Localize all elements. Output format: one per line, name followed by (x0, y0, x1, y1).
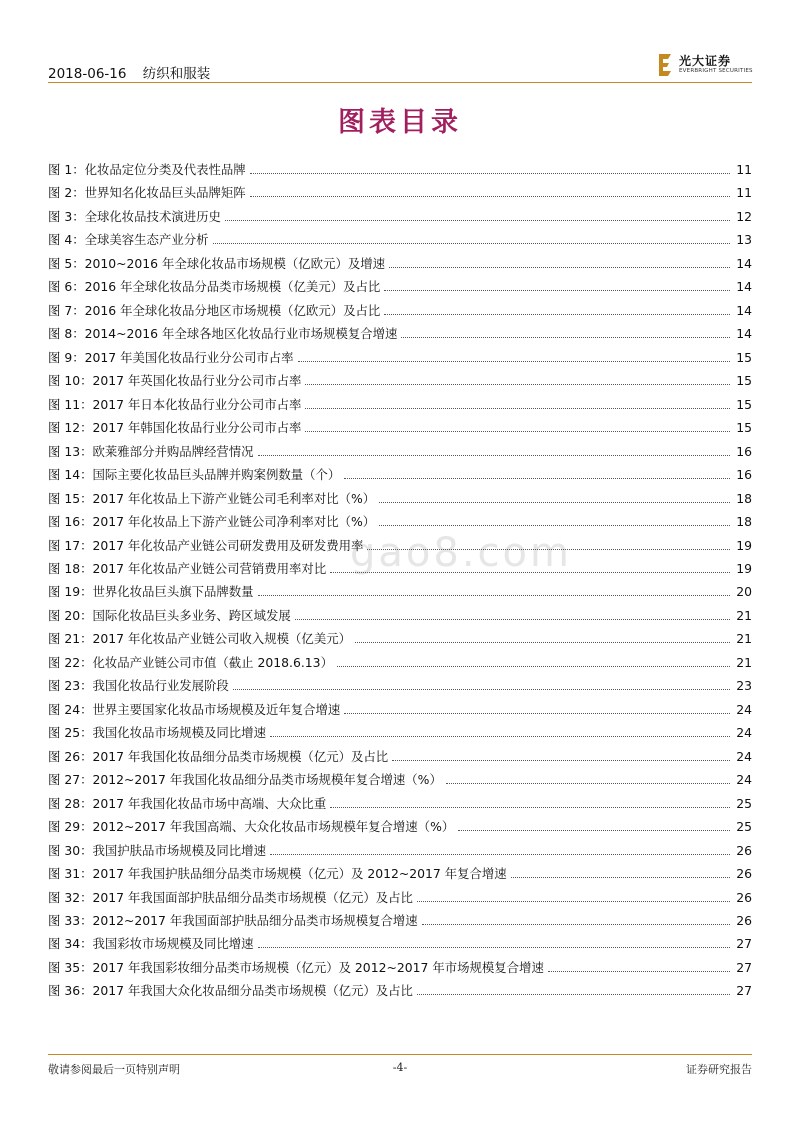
dot-leader (458, 830, 730, 831)
toc-entry[interactable] (48, 347, 752, 370)
toc-entry-label: 图 32：2017 年我国面部护肤品细分品类市场规模（亿元）及占比 (48, 889, 413, 905)
dot-leader (258, 947, 730, 948)
dot-leader (379, 525, 730, 526)
toc-entry[interactable] (48, 816, 752, 839)
toc-entry[interactable] (48, 957, 752, 980)
toc-entry[interactable] (48, 159, 752, 182)
toc-entry[interactable] (48, 558, 752, 581)
dot-leader (233, 689, 730, 690)
toc-entry[interactable] (48, 887, 752, 910)
toc-entry-page: 21 (736, 607, 752, 623)
toc-entry-label: 图 29：2012~2017 年我国高端、大众化妆品市场规模年复合增速（%） (48, 819, 455, 835)
toc-entry-page: 12 (736, 208, 752, 224)
toc-entry-page: 18 (736, 490, 752, 506)
toc-entry[interactable] (48, 793, 752, 816)
page-header (48, 56, 752, 82)
toc-entry[interactable] (48, 675, 752, 698)
toc-entry-label: 图 36：2017 年我国大众化妆品细分品类市场规模（亿元）及占比 (48, 983, 413, 999)
dot-leader (384, 314, 730, 315)
toc-entry[interactable] (48, 581, 752, 604)
toc-entry-label: 图 18：2017 年化妆品产业链公司营销费用率对比 (48, 560, 327, 576)
toc-entry-page: 14 (736, 255, 752, 271)
toc-entry-page: 23 (736, 678, 752, 694)
toc-entry-label: 图 6：2016 年全球化妆品分品类市场规模（亿美元）及占比 (48, 279, 381, 295)
dot-leader (417, 901, 730, 902)
report-date: 2018-06-16 (48, 66, 127, 82)
toc-entry-page: 24 (736, 748, 752, 764)
toc-entry-label: 图 2：世界知名化妆品巨头品牌矩阵 (48, 185, 246, 201)
everbright-logo (657, 52, 752, 80)
toc-entry-label: 图 21：2017 年化妆品产业链公司收入规模（亿美元） (48, 631, 351, 647)
toc-entry[interactable] (48, 511, 752, 534)
header-meta (48, 62, 210, 82)
toc-entry[interactable] (48, 464, 752, 487)
dot-leader (401, 337, 730, 338)
toc-entry[interactable] (48, 652, 752, 675)
toc-entry[interactable] (48, 206, 752, 229)
logo-name-cn: 光大证券 (679, 54, 732, 68)
dot-leader (305, 431, 730, 432)
dot-leader (417, 994, 730, 995)
dot-leader (330, 807, 730, 808)
toc-entry-page: 14 (736, 279, 752, 295)
toc-entry-page: 11 (736, 162, 752, 177)
page-number: -4- (392, 1061, 408, 1074)
dot-leader (344, 713, 730, 714)
toc-entry[interactable] (48, 980, 752, 1003)
dot-leader (422, 924, 730, 925)
toc-entry-page: 19 (736, 537, 752, 553)
dot-leader (337, 666, 730, 667)
toc-entry[interactable] (48, 323, 752, 346)
toc-entry-label: 图 12：2017 年韩国化妆品行业分公司市占率 (48, 420, 302, 436)
dot-leader (270, 854, 730, 855)
toc-entry-label: 图 24：世界主要国家化妆品市场规模及近年复合增速 (48, 701, 341, 717)
logo-mark-icon (657, 52, 675, 78)
dot-leader (295, 619, 730, 620)
toc-entry-label: 图 27：2012~2017 年我国化妆品细分品类市场规模年复合增速（%） (48, 772, 442, 788)
toc-entry-page: 27 (736, 936, 752, 952)
logo-name-en: EVERBRIGHT SECURITIES (679, 68, 753, 74)
toc-entry-label: 图 28：2017 年我国化妆品市场中高端、大众比重 (48, 795, 327, 811)
toc-entry-label: 图 4：全球美容生态产业分析 (48, 232, 209, 248)
toc-entry-page: 25 (736, 795, 752, 811)
toc-entry-label: 图 19：世界化妆品巨头旗下品牌数量 (48, 584, 254, 600)
toc-entry-page: 27 (736, 959, 752, 975)
toc-entry[interactable] (48, 441, 752, 464)
dot-leader (258, 595, 730, 596)
toc-entry[interactable] (48, 722, 752, 745)
toc-entry-page: 14 (736, 302, 752, 318)
toc-entry[interactable] (48, 253, 752, 276)
toc-entry-label: 图 8：2014~2016 年全球各地区化妆品行业市场规模复合增速 (48, 326, 398, 342)
toc-entry-page: 18 (736, 514, 752, 530)
toc-entry-page: 26 (736, 866, 752, 882)
toc-entry-label: 图 10：2017 年英国化妆品行业分公司市占率 (48, 373, 302, 389)
footer-divider (48, 1054, 752, 1055)
toc-entry-label: 图 26：2017 年我国化妆品细分品类市场规模（亿元）及占比 (48, 748, 389, 764)
toc-entry-label: 图 20：国际化妆品巨头多业务、跨区域发展 (48, 607, 291, 623)
toc-entry-label: 图 16：2017 年化妆品上下游产业链公司净利率对比（%） (48, 514, 376, 530)
toc-entry-page: 26 (736, 889, 752, 905)
toc-entry[interactable] (48, 840, 752, 863)
toc-entry-label: 图 33：2012~2017 年我国面部护肤品细分品类市场规模复合增速 (48, 913, 418, 928)
dot-leader (392, 760, 730, 761)
dot-leader (548, 971, 730, 972)
toc-entry-label: 图 22：化妆品产业链公司市值（截止 2018.6.13） (48, 654, 333, 670)
toc-entry[interactable] (48, 394, 752, 417)
page-footer (48, 1061, 752, 1081)
toc-entry-page: 15 (736, 373, 752, 389)
dot-leader (379, 502, 730, 503)
dot-leader (389, 267, 730, 268)
toc-entry[interactable] (48, 628, 752, 651)
dot-leader (384, 290, 730, 291)
toc-entry-page: 24 (736, 772, 752, 788)
toc-entry[interactable] (48, 699, 752, 722)
dot-leader (250, 196, 730, 197)
toc-entry[interactable] (48, 910, 752, 933)
toc-entry[interactable] (48, 300, 752, 323)
dot-leader (367, 549, 730, 550)
header-divider (48, 82, 752, 83)
toc-entry-label: 图 35：2017 年我国彩妆细分品类市场规模（亿元）及 2012~2017 年市场规模复合增速 (48, 959, 544, 975)
toc-entry-label: 图 31：2017 年我国护肤品细分品类市场规模（亿元）及 2012~2017 年复合增速 (48, 866, 507, 882)
toc-entry-page: 21 (736, 631, 752, 647)
toc-entry[interactable] (48, 182, 752, 205)
toc-entry-page: 20 (736, 584, 752, 600)
toc-entry[interactable] (48, 863, 752, 886)
toc-entry-label: 图 3：全球化妆品技术演进历史 (48, 208, 221, 224)
toc-entry-label: 图 15：2017 年化妆品上下游产业链公司毛利率对比（%） (48, 490, 376, 506)
toc-entry-page: 15 (736, 349, 752, 365)
toc-entry-page: 19 (736, 560, 752, 576)
dot-leader (270, 736, 730, 737)
toc-entry[interactable] (48, 370, 752, 393)
toc-entry-label: 图 1：化妆品定位分类及代表性品牌 (48, 162, 246, 177)
toc-entry-label: 图 9：2017 年美国化妆品行业分公司市占率 (48, 349, 294, 365)
toc-entry-page: 13 (736, 232, 752, 248)
dot-leader (258, 455, 730, 456)
toc-entry-label: 图 30：我国护肤品市场规模及同比增速 (48, 842, 266, 858)
toc-entry-label: 图 23：我国化妆品行业发展阶段 (48, 678, 229, 694)
toc-entry-label: 图 5：2010~2016 年全球化妆品市场规模（亿欧元）及增速 (48, 255, 386, 271)
toc-entry-page: 25 (736, 819, 752, 835)
toc-entry[interactable] (48, 933, 752, 956)
toc-entry[interactable] (48, 229, 752, 252)
toc-entry[interactable] (48, 488, 752, 511)
toc-entry-page: 24 (736, 725, 752, 741)
toc-entry-page: 16 (736, 443, 752, 459)
toc-entry[interactable] (48, 746, 752, 769)
toc-entry-page: 27 (736, 983, 752, 999)
dot-leader (355, 642, 730, 643)
industry-label: 纺织和服装 (142, 66, 211, 82)
toc-entry-label: 图 13：欧莱雅部分并购品牌经营情况 (48, 443, 254, 459)
toc-entry[interactable] (48, 535, 752, 558)
toc-entry-label: 图 11：2017 年日本化妆品行业分公司市占率 (48, 396, 302, 412)
dot-leader (305, 408, 730, 409)
toc-entry[interactable] (48, 417, 752, 440)
dot-leader (225, 220, 730, 221)
dot-leader (511, 877, 730, 878)
toc-entry-page: 15 (736, 420, 752, 436)
toc-entry-page: 11 (736, 185, 752, 201)
toc-entry-label: 图 14：国际主要化妆品巨头品牌并购案例数量（个） (48, 467, 341, 483)
toc-entry-page: 21 (736, 654, 752, 670)
page-title: 图表目录 (338, 107, 462, 138)
report-type: 证券研究报告 (686, 1063, 752, 1076)
dot-leader (446, 783, 730, 784)
toc-entry-label: 图 34：我国彩妆市场规模及同比增速 (48, 936, 254, 952)
toc-entry-label: 图 25：我国化妆品市场规模及同比增速 (48, 725, 266, 741)
toc-entry[interactable] (48, 769, 752, 792)
toc-entry-page: 26 (736, 842, 752, 858)
toc-entry-page: 14 (736, 326, 752, 342)
toc-entry-label: 图 17：2017 年化妆品产业链公司研发费用及研发费用率 (48, 537, 364, 553)
watermark: gao8.com (350, 530, 572, 576)
toc-entry-page: 15 (736, 396, 752, 412)
toc-entry[interactable] (48, 276, 752, 299)
toc-entry-page: 16 (736, 467, 752, 483)
disclaimer-note: 敬请参阅最后一页特别声明 (48, 1063, 180, 1076)
toc-entry-page: 24 (736, 701, 752, 717)
figure-index-list (48, 159, 752, 1004)
dot-leader (213, 243, 730, 244)
toc-entry-page: 26 (736, 913, 752, 928)
dot-leader (298, 361, 730, 362)
toc-entry-label: 图 7：2016 年全球化妆品分地区市场规模（亿欧元）及占比 (48, 302, 381, 318)
dot-leader (344, 478, 730, 479)
dot-leader (330, 572, 730, 573)
toc-entry[interactable] (48, 605, 752, 628)
dot-leader (250, 173, 730, 174)
dot-leader (305, 384, 730, 385)
